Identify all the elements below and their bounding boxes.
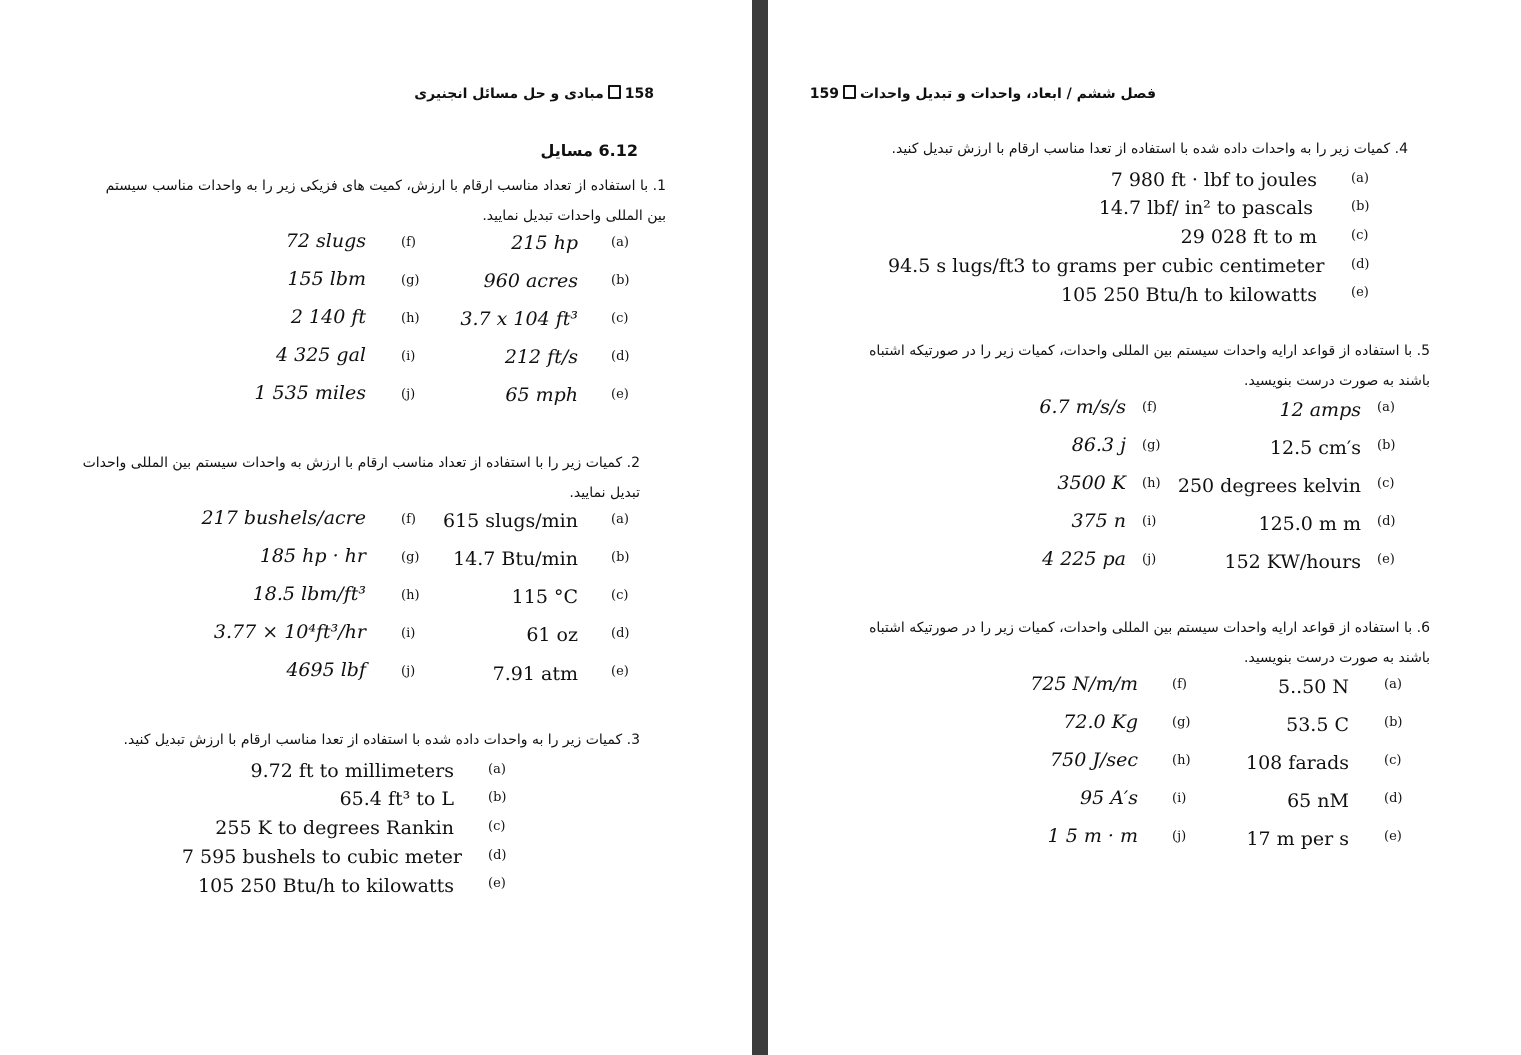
item-value: 86.3 j (1071, 434, 1126, 456)
item-label: (h) (1172, 753, 1191, 768)
item-label: (i) (401, 626, 416, 641)
item-label: (g) (1172, 715, 1191, 730)
problem-text-line: کمیات زیر را به واحدات داده شده با استفاده از تعدا مناسب ارقام با ارزش تبدیل کنید. (123, 732, 623, 748)
square-icon (608, 85, 621, 99)
item-value: 1 535 miles (254, 382, 366, 404)
item-value: 108 farads (1246, 752, 1349, 774)
item-label: (a) (1384, 677, 1402, 692)
item-value: 4 325 gal (276, 344, 366, 366)
item-label: (c) (611, 311, 629, 326)
item-label: (d) (611, 349, 630, 364)
item-value: 53.5 C (1286, 714, 1349, 736)
item-value: 72 slugs (285, 230, 366, 252)
problem-number: 6. (1416, 620, 1430, 636)
item-value: 12.5 cm′s (1269, 437, 1361, 459)
item-value: 17 m per s (1246, 828, 1349, 850)
problem-text-line: باشند به صورت درست بنویسید. (1244, 373, 1430, 389)
problem-number: 1. (652, 178, 666, 194)
problem-text-line: کمیات زیر را به واحدات داده شده با استفاده از تعدا مناسب ارقام با ارزش تبدیل کنید. (891, 141, 1391, 157)
item-label: (h) (401, 588, 420, 603)
item-value: 2 140 ft (290, 306, 366, 328)
item-value: 215 hp (511, 232, 578, 254)
item-value: 1 5 m · m (1047, 825, 1138, 847)
item-label: (f) (401, 235, 416, 250)
problem-4-text (891, 134, 1408, 164)
item-label: (j) (1172, 829, 1187, 844)
item-value: 3.77 × 10⁴ft³/hr (213, 621, 366, 643)
item-value: 125.0 m m (1258, 513, 1361, 535)
item-value: 375 n (1071, 510, 1126, 532)
left-page (0, 0, 752, 1055)
section-heading (538, 141, 638, 160)
problem-2-text (82, 448, 640, 508)
item-value: 65.4 ft³ to L (339, 788, 454, 810)
item-label: (g) (401, 273, 420, 288)
item-label: (j) (401, 387, 416, 402)
problem-text-line: کمیات زیر را با استفاده از تعداد مناسب ارقام با ارزش به واحدات سیستم بین المللی واحدات (82, 455, 623, 471)
item-label: (g) (1142, 438, 1161, 453)
page-header (414, 85, 654, 102)
item-label: (d) (611, 626, 630, 641)
item-value: 14.7 lbf/ in² to pascals (1098, 197, 1313, 219)
item-value: 7 980 ft · lbf to joules (1110, 169, 1317, 191)
item-label: (j) (401, 664, 416, 679)
item-value: 72.0 Kg (1063, 711, 1138, 733)
page-header (809, 85, 1156, 102)
item-label: (e) (1351, 285, 1369, 300)
page-number: 158 (624, 86, 654, 102)
page-gutter (752, 0, 768, 1055)
item-label: (h) (401, 311, 420, 326)
problem-text-line: با استفاده از تعداد مناسب ارقام با ارزش، کمیت های فزیکی زیر را به واحدات مناسب سیستم (105, 178, 649, 194)
item-value: 95 A′s (1079, 787, 1138, 809)
square-icon (843, 85, 856, 99)
right-page (768, 0, 1521, 1055)
item-value: 725 N/m/m (1030, 673, 1138, 695)
item-label: (b) (488, 790, 507, 805)
item-label: (b) (611, 550, 630, 565)
item-label: (a) (611, 512, 629, 527)
item-label: (f) (401, 512, 416, 527)
item-label: (d) (1351, 257, 1370, 272)
item-label: (c) (1384, 753, 1402, 768)
item-label: (a) (1351, 171, 1369, 186)
item-label: (e) (1377, 552, 1395, 567)
item-value: 212 ft/s (504, 346, 578, 368)
section-number: 6.12 (598, 141, 638, 160)
item-value: 185 hp · hr (259, 545, 366, 567)
item-label: (e) (488, 876, 506, 891)
item-label: (f) (1142, 400, 1157, 415)
item-label: (e) (611, 387, 629, 402)
item-label: (d) (1377, 514, 1396, 529)
item-label: (h) (1142, 476, 1161, 491)
item-value: 61 oz (526, 624, 578, 646)
item-value: 12 amps (1279, 399, 1361, 421)
item-label: (c) (1351, 228, 1369, 243)
item-value: 152 KW/hours (1224, 551, 1361, 573)
item-value: 18.5 lbm/ft³ (252, 583, 366, 605)
problem-number: 4. (1394, 141, 1408, 157)
page-header-title: فصل ششم / ابعاد، واحدات و تبدیل واحدات (859, 86, 1156, 102)
problem-number: 3. (626, 732, 640, 748)
item-value: 29 028 ft to m (1180, 226, 1317, 248)
problem-text-line: باشند به صورت درست بنویسید. (1244, 650, 1430, 666)
item-label: (a) (611, 235, 629, 250)
item-value: 105 250 Btu/h to kilowatts (1061, 284, 1317, 306)
item-label: (b) (1384, 715, 1403, 730)
item-label: (j) (1142, 552, 1157, 567)
item-label: (g) (401, 550, 420, 565)
page-header-title: مبادی و حل مسائل انجنیری (414, 86, 604, 102)
item-value: 615 slugs/min (442, 510, 578, 532)
item-label: (b) (1351, 199, 1370, 214)
item-label: (i) (1172, 791, 1187, 806)
item-value: 250 degrees kelvin (1177, 475, 1361, 497)
problem-text-line: بین المللی واحدات تبدیل نمایید. (482, 208, 666, 224)
item-value: 14.7 Btu/min (453, 548, 578, 570)
item-label: (e) (611, 664, 629, 679)
item-value: 960 acres (483, 270, 578, 292)
item-value: 3500 K (1057, 472, 1126, 494)
item-value: 115 °C (511, 586, 578, 608)
problem-5-text (860, 336, 1430, 396)
item-label: (d) (1384, 791, 1403, 806)
item-value: 9.72 ft to millimeters (250, 760, 454, 782)
section-title: مسایل (540, 141, 593, 160)
item-label: (a) (488, 762, 506, 777)
item-value: 5..50 N (1277, 676, 1349, 698)
problem-number: 5. (1416, 343, 1430, 359)
problem-text-line: با استفاده از قواعد ارایه واحدات سیستم بین المللی واحدات، کمیات زیر را در صورتیکه اشتباه (869, 620, 1413, 636)
problem-number: 2. (626, 455, 640, 471)
item-label: (c) (488, 819, 506, 834)
item-value: 217 bushels/acre (201, 507, 366, 529)
item-label: (i) (401, 349, 416, 364)
item-value: 105 250 Btu/h to kilowatts (198, 875, 454, 897)
item-value: 155 lbm (287, 268, 366, 290)
item-value: 65 nM (1287, 790, 1349, 812)
item-value: 750 J/sec (1050, 749, 1138, 771)
item-value: 3.7 x 104 ft³ (460, 308, 578, 330)
problem-text-line: تبدیل نمایید. (569, 485, 640, 501)
item-value: 6.7 m/s/s (1039, 396, 1126, 418)
page-number: 159 (809, 86, 839, 102)
item-label: (c) (611, 588, 629, 603)
item-value: 65 mph (505, 384, 578, 406)
item-value: 4 225 pa (1042, 548, 1126, 570)
item-value: 7.91 atm (492, 663, 578, 685)
problem-1-text (90, 171, 666, 231)
item-label: (f) (1172, 677, 1187, 692)
item-value: 7 595 bushels to cubic meter (181, 846, 462, 868)
problem-6-text (860, 613, 1430, 673)
item-value: 4695 lbf (286, 659, 366, 681)
problem-text-line: با استفاده از قواعد ارایه واحدات سیستم بین المللی واحدات، کمیات زیر را در صورتیکه اشتباه (869, 343, 1413, 359)
item-label: (i) (1142, 514, 1157, 529)
item-label: (b) (1377, 438, 1396, 453)
problem-3-text (123, 725, 640, 755)
item-label: (a) (1377, 400, 1395, 415)
item-label: (d) (488, 848, 507, 863)
item-value: 255 K to degrees Rankin (215, 817, 454, 839)
item-label: (b) (611, 273, 630, 288)
item-value: 94.5 s lugs/ft3 to grams per cubic centimeter (888, 255, 1325, 277)
item-label: (e) (1384, 829, 1402, 844)
item-label: (c) (1377, 476, 1395, 491)
